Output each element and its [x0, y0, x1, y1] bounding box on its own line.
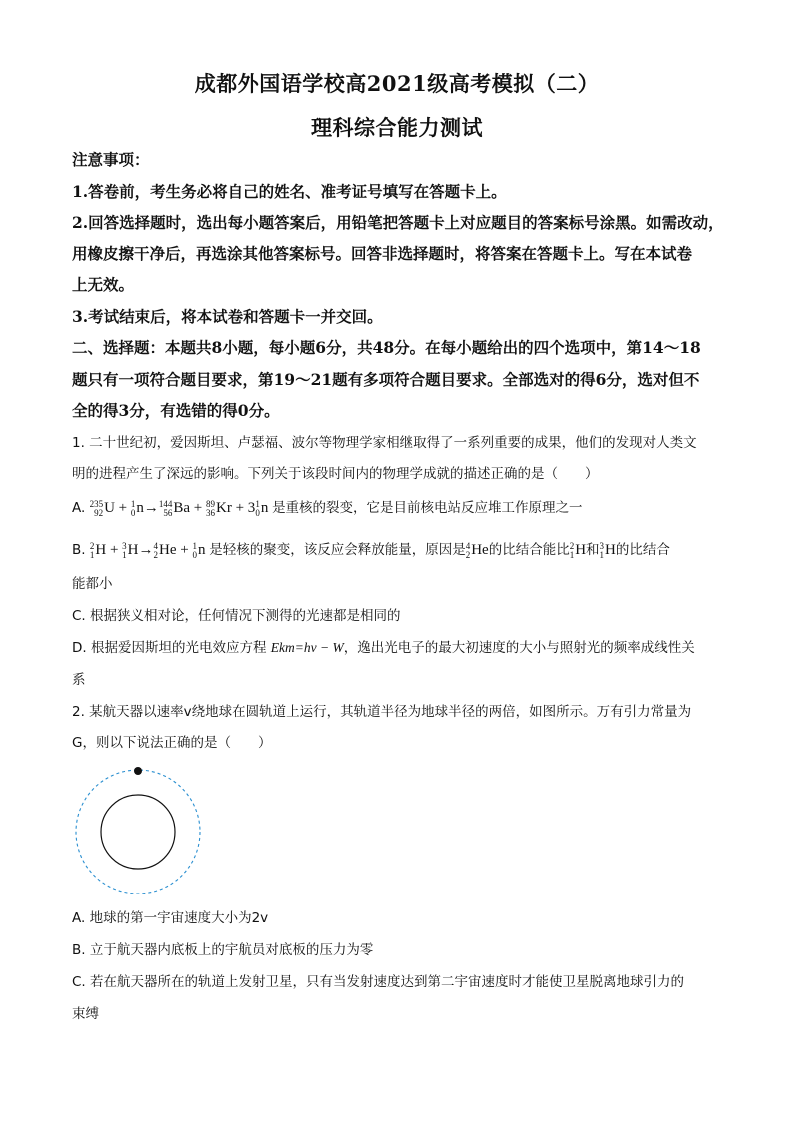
q1-option-b-text-1: 是轻核的聚变，该反应会释放能量，原因是 [209, 542, 466, 558]
q1-option-a-prefix: A. [72, 500, 90, 516]
q1-option-b-text-2: 的比结合能比 [488, 542, 570, 558]
q1-option-d-text-a: D. 根据爱因斯坦的光电效应方程 [72, 640, 271, 656]
exam-title: 成都外国语学校高2021级高考模拟（二） [194, 71, 600, 96]
tritium-nuclide: 3 1 H [599, 540, 616, 560]
q1-stem-line-1: 1. 二十世纪初，爱因斯坦、卢瑟福、波尔等物理学家相继取得了一系列重要的成果，他们的发现对人类文 [72, 435, 697, 451]
q1-option-b-line-1 [72, 540, 732, 560]
orbit-diagram [72, 764, 208, 894]
q1-option-a-text: 是重核的裂变，它是目前核电站反应堆工作原理之一 [272, 500, 583, 516]
notice-item-3: 3.考试结束后，将本试卷和答题卡一并交回。 [72, 307, 383, 326]
q2-option-a: A. 地球的第一宇宙速度大小为2v [72, 910, 269, 926]
q1-option-b-text-3: 和 [586, 542, 600, 558]
q1-stem-line-2: 明的进程产生了深远的影响。下列关于该段时间内的物理学成就的描述正确的是（ ） [72, 466, 599, 482]
deuterium-nuclide: 2 1 H [569, 540, 587, 560]
exam-subtitle: 理科综合能力测试 [311, 115, 483, 140]
q2-stem-line-2: G，则以下说法正确的是（ ） [72, 735, 272, 751]
section-instructions-line-2: 题只有一项符合题目要求，第19～21题有多项符合题目要求。全部选对的得6分，选对但不 [72, 370, 700, 389]
earth-circle [101, 795, 175, 869]
fission-equation: 235 92 U + 1 0 n→ 144 56 Ba + 89 36 Kr + 3 1 0 n [89, 498, 273, 518]
q1-option-d-line-1 [72, 638, 732, 658]
spacecraft-dot [134, 767, 142, 775]
q2-option-b: B. 立于航天器内底板上的宇航员对底板的压力为零 [72, 942, 374, 958]
q1-option-b-prefix: B. [72, 542, 90, 558]
notice-item-2-line-2: 用橡皮擦干净后，再选涂其他答案标号。回答非选择题时，将答案在答题卡上。写在本试卷 [72, 244, 693, 263]
notice-item-2-line-1: 2.回答选择题时，选出每小题答案后，用铅笔把答题卡上对应题目的答案标号涂黑。如需改动， [72, 213, 724, 232]
notice-item-2-line-3: 上无效。 [72, 275, 135, 294]
q1-option-a [72, 498, 732, 518]
notice-heading: 注意事项： [72, 150, 150, 169]
q2-option-c-line-2: 束缚 [72, 1006, 99, 1022]
helium-nuclide: 4 2 He [465, 540, 489, 560]
q1-option-b-text-4: 的比结合 [615, 542, 670, 558]
fusion-equation: 2 1 H + 3 1 H→ 4 2 He + 1 0 n [89, 540, 210, 560]
q2-option-c-line-1: C. 若在航天器所在的轨道上发射卫星，只有当发射速度达到第二宇宙速度时才能使卫星脱离地球引力的 [72, 974, 685, 990]
q1-option-c: C. 根据狭义相对论，任何情况下测得的光速都是相同的 [72, 608, 401, 624]
section-instructions-line-3: 全的得3分，有选错的得0分。 [72, 401, 280, 420]
q1-option-b-line-2: 能都小 [72, 576, 113, 592]
q1-option-d-line-2: 系 [72, 672, 86, 688]
photoelectric-equation: Ekm=hν − W [270, 640, 344, 655]
section-instructions-line-1: 二、选择题：本题共8小题，每小题6分，共48分。在每小题给出的四个选项中，第14～18 [72, 338, 701, 357]
q2-stem-line-1: 2. 某航天器以速率v绕地球在圆轨道上运行，其轨道半径为地球半径的两倍，如图所示。万有引力常量为 [72, 704, 692, 720]
notice-item-1: 1.答卷前，考生务必将自己的姓名、准考证号填写在答题卡上。 [72, 182, 507, 201]
q1-option-d-text-b: ，逸出光电子的最大初速度的大小与照射光的频率成线性关 [343, 640, 695, 656]
